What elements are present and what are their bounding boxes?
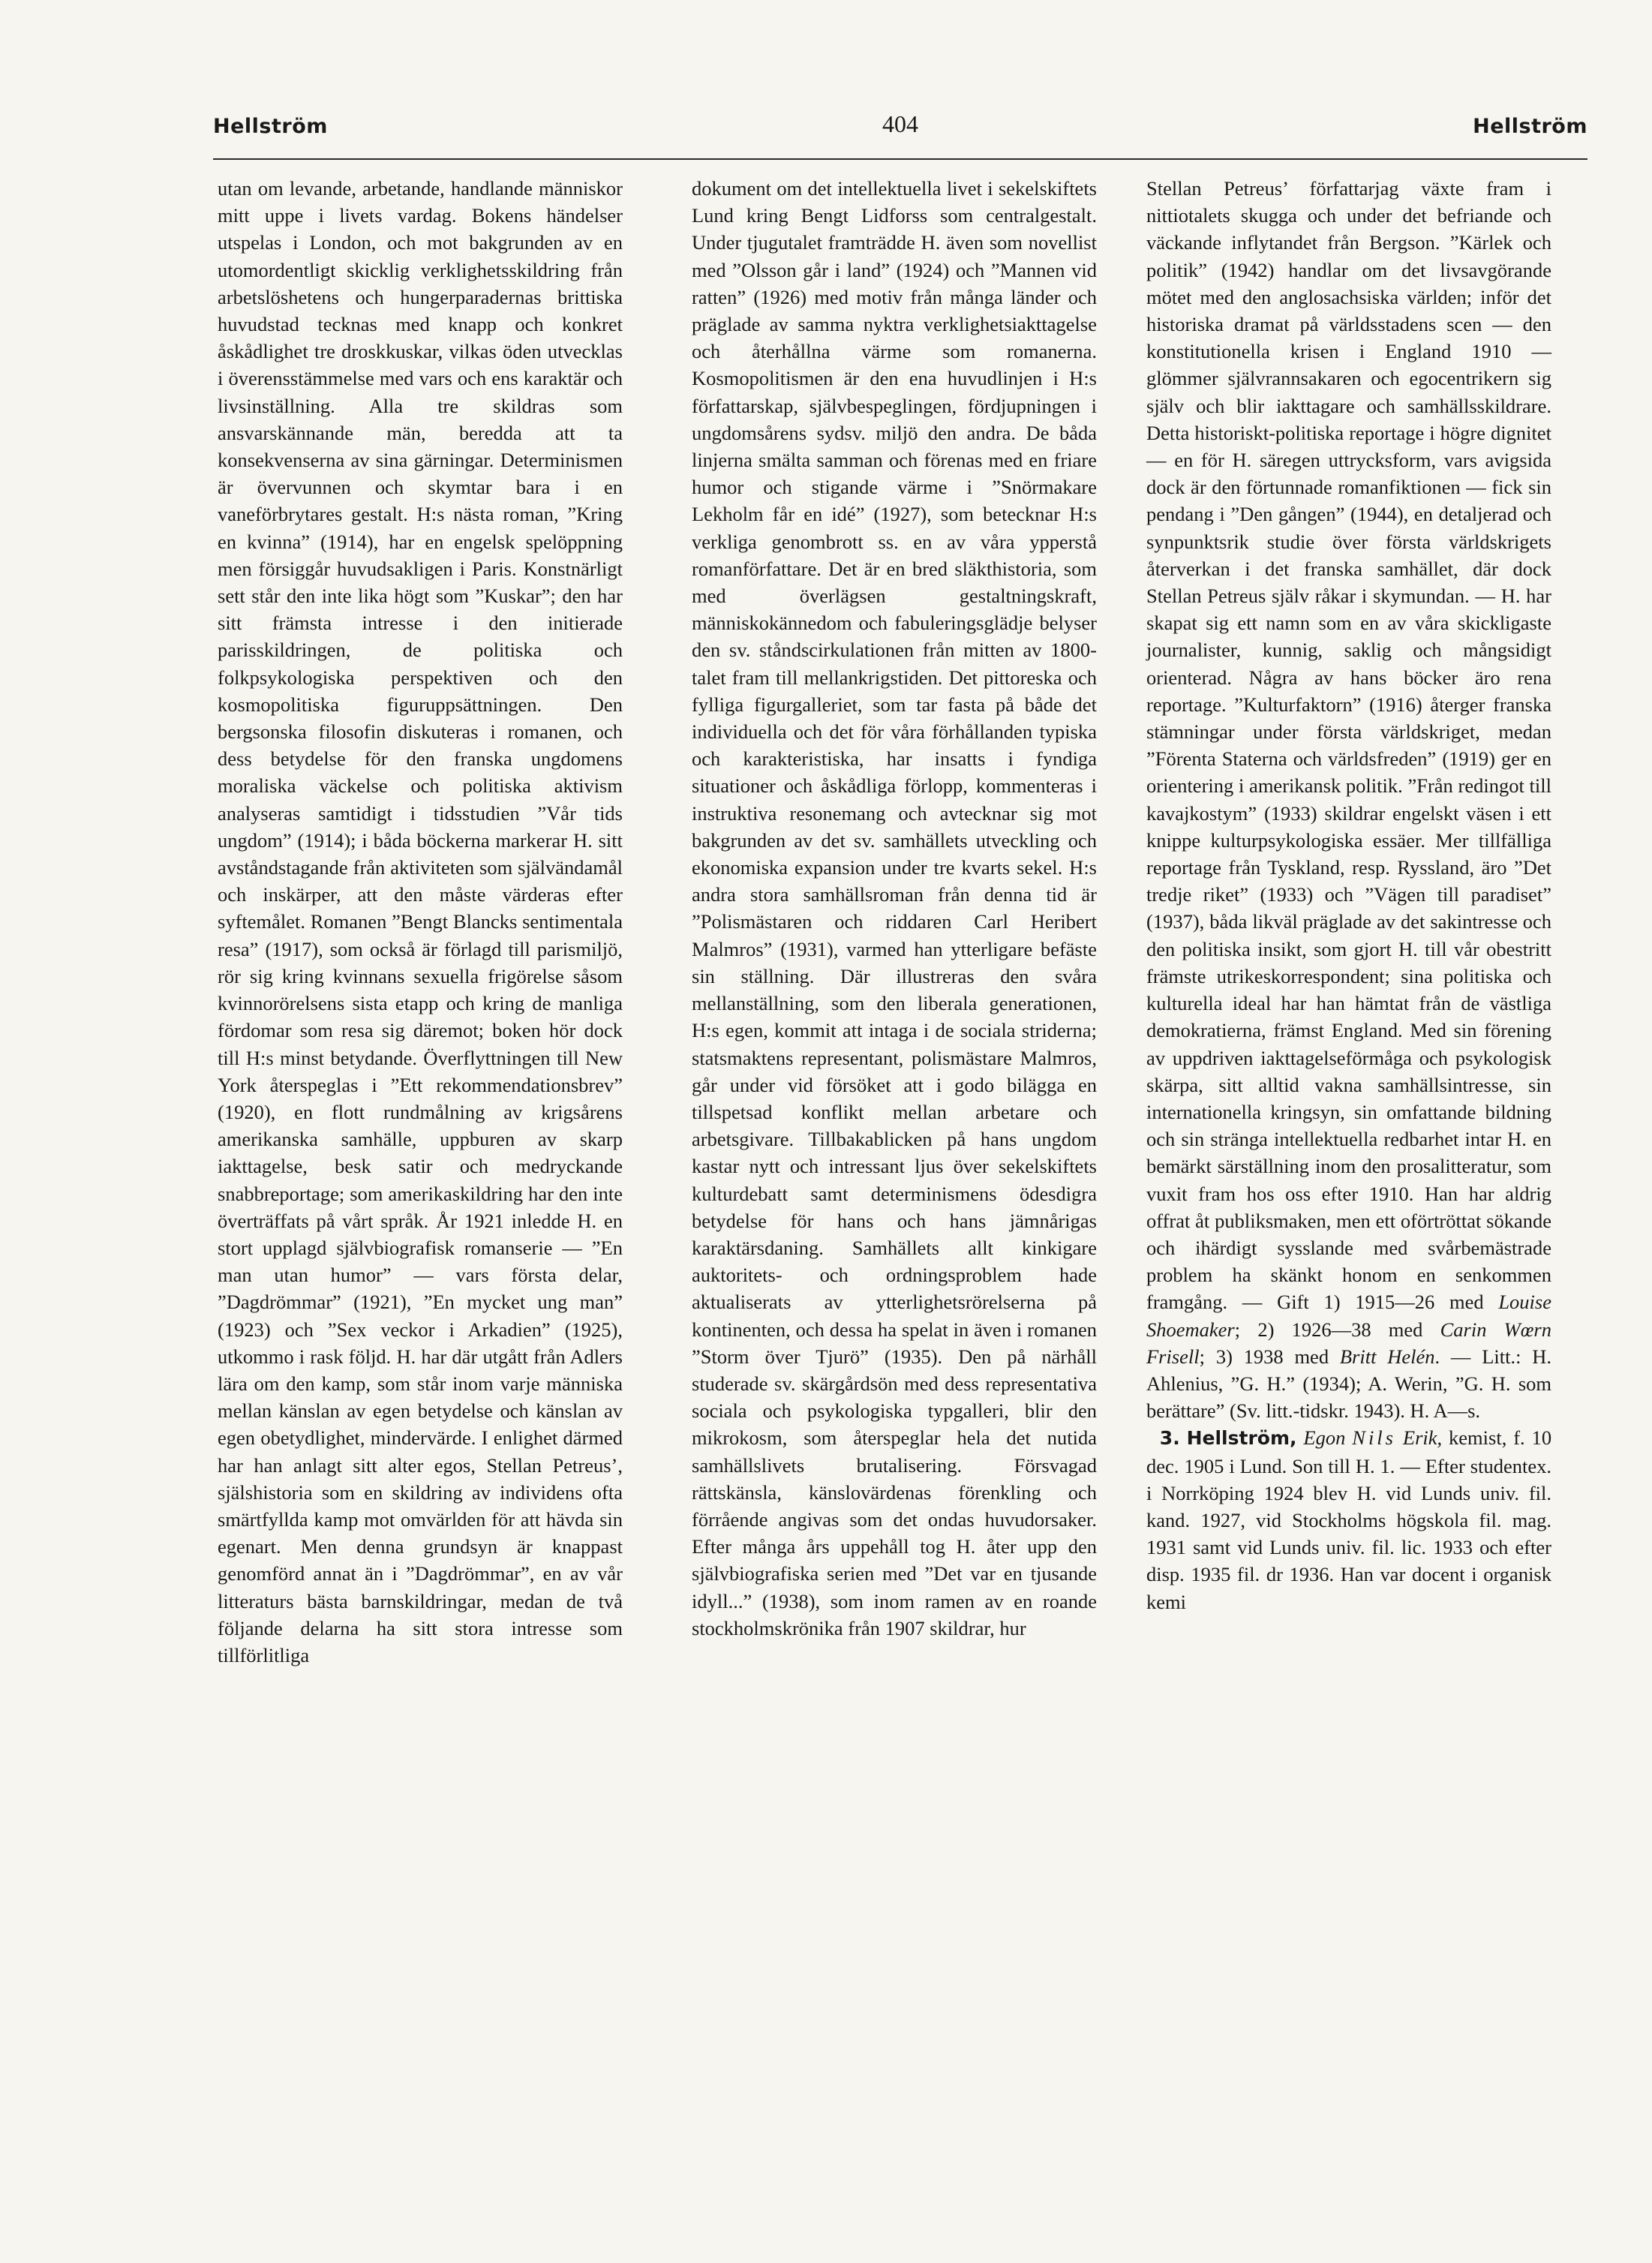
header-right-name: Hellström	[1473, 115, 1587, 138]
entry-3-surname: Hellström,	[1186, 1427, 1297, 1450]
column-3-text	[1146, 175, 1551, 1424]
column-3-body: Stellan Petreus’ författarjag växte fram i nittiotalets skugga och under det befriande och väckande inflytandet från Bergson. ”Kärlek och politik” (1942) handlar om det livsavgörande mötet med den anglosachsiska världen; inför det historiska dramat på världsstadens scen — den konstitutionella krisen i England 1910 — glömmer självrannsakaren och egocentrikern sig själv och blir iakttagare och samhällsskildrare. Detta historiskt-politiska reportage i högre dignitet — en för H. säregen uttrycksform, vars avigsida dock är den förtunnade romanfiktionen — fick sin pendang i ”Den gången” (1944), en detaljerad och synpunktsrik studie över första världskrigets återverkan i det franska samhället, där dock Stellan Petreus själv råkar i skymundan. — H. har skapat sig ett namn som en av våra skickligaste journalister, kunnig, saklig och mångsidigt orienterad. Några av hans böcker äro rena reportage. ”Kulturfaktorn” (1916) återger franska stämningar under första världskriget, medan ”Förenta Staterna och världsfreden” (1919) ger en orientering i amerikansk politik. ”Från redingot till kavajkostym” (1933) skildrar engelskt väsen i ett knippe kulturpsykologiska essäer. Mer tillfälliga reportage från Tyskland, resp. Ryssland, äro ”Det tredje riket” (1933) och ”Vägen till paradiset” (1937), båda likväl präglade av det sakintresse och den politiska insikt, som gjort H. till vår obestritt främste utrikeskorrespondent; sina politiska och kulturella ideal har han hämtat från de västliga demokratierna, främst England. Med sin förening av uppdriven iakttagelseförmåga och psykologisk skärpa, sitt alltid vakna samhällsintresse, sin internationella kringsyn, sin omfattande bildning och sin stränga intellektuella redbarhet intar H. en bemärkt särställning inom den prosalitteratur, som vuxit fram hos oss efter 1910. Han har aldrig offrat åt publiksmaken, men ett oförtröttat sökande och ihärdigt sysslande med svårbemästrade problem ha skänkt honom en senkommen framgång. — Gift 1) 1915—26 med	[1146, 177, 1551, 1314]
column-3-tail: . — Litt.: H. Ahlenius, ”G. H.” (1934); A. Werin, ”G. H. som berättare” (Sv. litt.-tidskr. 1943). H. A—s.	[1146, 1345, 1552, 1423]
entry-3-given: Egon	[1303, 1426, 1346, 1450]
entry-3-number: 3.	[1159, 1427, 1180, 1450]
entry-3-spaced-name: Nils	[1352, 1426, 1396, 1450]
entry-3	[1146, 1424, 1551, 1615]
column-2-text: dokument om det intellektuella livet i sekelskiftets Lund kring Bengt Lidforss som centralgestalt. Under tjugutalet framträdde H. även som novellist med ”Olsson går i land” (1924) och ”Mannen vid ratten” (1926) med motiv från många länder och präglade av samma nyktra verklighetsiakttagelse och återhållna värme som romanerna. Kosmopolitismen är den ena huvudlinjen i H:s författarskap, självbespeglingen, fördjupningen i ungdomsårens sydsv. miljö den andra. De båda linjerna smälta samman och förenas med en friare humor och stigande värme i ”Snörmakare Lekholm får en idé” (1927), som betecknar H:s verkliga genombrott ss. en av våra ypperstå romanförfattare. Det är en bred släkthistoria, som med överlägsen gestaltningskraft, människokännedom och fabuleringsglädje belyser den sv. ståndscirkulationen från mitten av 1800-talet fram till mellankrigstiden. Det pittoreska och fylliga figurgalleriet, som tar fasta på både det individuella och det för våra förhållanden typiska och karakteristiska, har insatts i fyndiga situationer och åskådliga förlopp, kommenteras i instruktiva resonemang och avtecknar sig mot bakgrunden av det sv. samhällets utveckling och ekonomiska expansion under tre kvarts sekel. H:s andra stora samhällsroman från denna tid är ”Polismästaren och riddaren Carl Heribert Malmros” (1931), varmed han ytterligare befäste sin ställning. Där illustreras den svåra mellanställning, som den liberala generationen, H:s egen, kommit att intaga i de sociala striderna; statsmaktens representant, polismästare Malmros, går under vid försöket att i godo bilägga en tillspetsad konflikt mellan arbetare och arbetsgivare. Tillbakablicken på hans ungdom kastar nytt och intressant ljus över sekelskiftets kulturdebatt samt determinismens ödesdigra betydelse för hans och hans jämnårigas karaktärsdaning. Samhällets allt kinkigare auktoritets- och ordningsproblem hade aktualiserats av ytterlighetsrörelserna på kontinenten, och dessa ha spelat in även i romanen ”Storm över Tjurö” (1935). Den på närhåll studerade sv. skärgårdsön med dess representativa sociala och psykologiska typgalleri, blir den mikrokosm, som återspeglar hela det nutida samhällslivets brutalisering. Försvagad rättskänsla, känslovärdenas förenkling och förrående angivas som det ondas huvudorsaker. Efter många års uppehåll tog H. åter upp den självbiografiska serien med ”Det var en tjusande idyll...” (1938), som inom ramen av en roande stockholmskrönika från 1907 skildrar, hur	[692, 177, 1097, 1639]
text-column-3	[1146, 175, 1551, 1615]
text-column-2	[692, 175, 1097, 1642]
entry-3-text: kemist, f. 10 dec. 1905 i Lund. Son till H. 1. — Efter studentex. i Norrköping 1924 blev H. vid Lunds univ. fil. kand. 1927, vid Stockholms högskola fil. mag. 1931 samt vid Lunds univ. fil. lic. 1933 och efter disp. 1935 fil. dr 1936. Han var docent i organisk kemi	[1146, 1426, 1552, 1613]
column-3-mid-1: ; 2) 1926—38 med	[1234, 1318, 1423, 1341]
entry-3-given-2: Erik,	[1402, 1426, 1443, 1450]
spouse-2: Carin Wœrn Frisell	[1146, 1318, 1551, 1368]
column-3-mid-2: ; 3) 1938 med	[1199, 1345, 1329, 1368]
column-1-text: utan om levande, arbetande, handlande människor mitt uppe i livets vardag. Bokens händelser utspelas i London, och mot bakgrunden av en utomordentligt skicklig verklighetsskildring från arbetslöshetens och hungerparadernas brittiska huvudstad tecknas med knapp och konkret åskådlighet tre droskkuskar, vilkas öden utvecklas i överensstämmelse med vars och ens karaktär och livsinställning. Alla tre skildras som ansvarskännande män, beredda att ta konsekvenserna av sina gärningar. Determinismen är övervunnen och skymtar bara i en vaneförbrytares gestalt. H:s nästa roman, ”Kring en kvinna” (1914), har en engelsk spelöppning men försiggår huvudsakligen i Paris. Konstnärligt sett står den inte lika högt som ”Kuskar”; den har sitt främsta intresse i den initierade parisskildringen, de politiska och folkpsykologiska perspektiven och den kosmopolitiska figuruppsättningen. Den bergsonska filosofin diskuteras i romanen, och dess betydelse för den franska ungdomens moraliska väckelse och politiska aktivism analyseras samtidigt i tidsstudien ”Vår tids ungdom” (1914); i båda böckerna markerar H. sitt avståndstagande från aktiviteten som självändamål och inskärper, att den måste värderas efter syftemålet. Romanen ”Bengt Blancks sentimentala resa” (1917), som också är förlagd till parismiljö, rör sig kring kvinnans sexuella frigörelse såsom kvinnorörelsens sista etapp och kring de manliga fördomar som resa sig däremot; boken hör dock till H:s minst betydande. Överflyttningen till New York återspeglas i ”Ett rekommendationsbrev” (1920), en flott rundmålning av krigsårens amerikanska samhälle, uppburen av skarp iakttagelse, besk satir och medryckande snabbreportage; som amerikaskildring har den inte överträffats på vårt språk. År 1921 inledde H. en stort upplagd självbiografisk romanserie — ”En man utan humor” — vars första delar, ”Dagdrömmar” (1921), ”En mycket ung man” (1923) och ”Sex veckor i Arkadien” (1925), utkommo i rask följd. H. har där utgått från Adlers lära om den kamp, som står inom varje människa mellan känslan av egen betydelse och känslan av egen obetydlighet, mindervärde. I enlighet därmed har han anlagt sitt alter egos, Stellan Petreus’, själshistoria som en skildring av individens ofta smärtfyllda kamp mot omvärlden för att hävda sin egenart. Men denna grundsyn är knappast genomförd annat än i ”Dagdrömmar”, en av vår litteraturs bästa barnskildringar, medan de två följande delarna ha sitt stora intresse som tillförlitliga	[218, 177, 623, 1666]
spouse-1: Louise Shoemaker	[1146, 1291, 1551, 1341]
header-rule	[213, 158, 1587, 160]
spouse-3: Britt Helén	[1339, 1345, 1435, 1368]
header-left-name: Hellström	[213, 115, 328, 138]
running-header	[213, 110, 1587, 148]
page-number: 404	[882, 110, 918, 137]
text-column-1	[218, 175, 623, 1669]
